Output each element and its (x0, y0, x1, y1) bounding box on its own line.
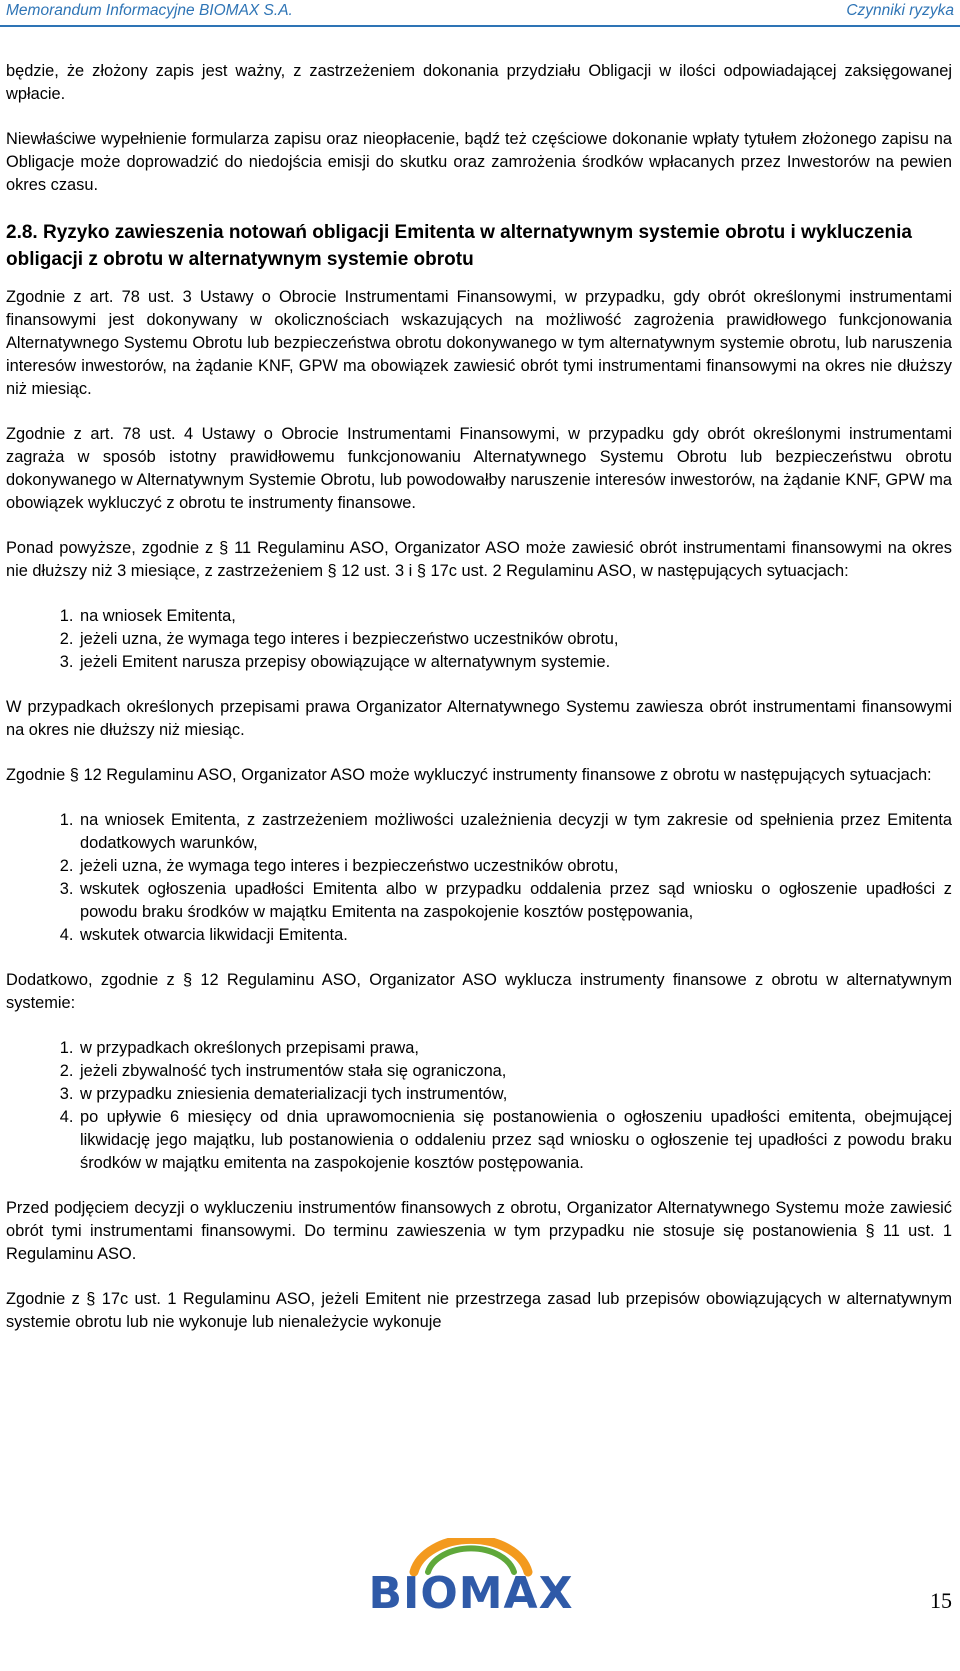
paragraph: będzie, że złożony zapis jest ważny, z zastrzeżeniem dokonania przydziału Obligacji w ilości odpowiadającej zaksięgowanej wpłacie. (6, 62, 952, 103)
page-header (6, 0, 954, 22)
paragraph: Zgodnie z art. 78 ust. 4 Ustawy o Obrocie Instrumentami Finansowymi, w przypadku gdy obrót określonymi instrumentami zagraża w sposób istotny prawidłowemu funkcjonowaniu Alternatywnego Systemu Obrotu lub bezpieczeństwu obrotu dokonywanego w Alternatywnym Systemie Obrotu, lub powodowałby naruszenie interesów inwestorów, na żądanie KNF, GPW ma obowiązek wykluczyć z obrotu te instrumenty finansowe. (6, 425, 952, 512)
paragraph: Zgodnie § 12 Regulaminu ASO, Organizator ASO może wykluczyć instrumenty finansowe z obrotu w następujących sytuacjach: (6, 766, 932, 784)
list-item: 1. w przypadkach określonych przepisami prawa, (78, 1037, 952, 1060)
list-item: 3. w przypadku zniesienia dematerializacji tych instrumentów, (78, 1083, 952, 1106)
page-number: 15 (930, 1588, 952, 1613)
list-item: 3. wskutek ogłoszenia upadłości Emitenta albo w przypadku oddalenia przez sąd wniosku o ogłoszenie upadłości z powodu braku środków w majątku Emitenta na zaspokojenie kosztów postępowania, (78, 878, 952, 924)
list-item: 1. na wniosek Emitenta, (78, 605, 952, 628)
suspend-list (6, 605, 952, 674)
paragraph: Dodatkowo, zgodnie z § 12 Regulaminu ASO, Organizator ASO wyklucza instrumenty finansowe z obrotu w alternatywnym systemie: (6, 971, 952, 1012)
paragraph: Ponad powyższe, zgodnie z § 11 Regulaminu ASO, Organizator ASO może zawiesić obrót instrumentami finansowymi na okres nie dłuższy niż 3 miesiące, z zastrzeżeniem § 12 ust. 3 i § 17c ust. 2 Regulaminu ASO, w następujących sytuacjach: (6, 539, 952, 580)
paragraph: Niewłaściwe wypełnienie formularza zapisu oraz nieopłacenie, bądź też częściowe dokonanie wpłaty tytułem złożonego zapisu na Obligacje może doprowadzić do niedojścia emisji do skutku oraz zamrożenia środków wpłacanych przez Inwestorów na pewien okres czasu. (6, 130, 952, 194)
paragraph: Przed podjęciem decyzji o wykluczeniu instrumentów finansowych z obrotu, Organizator Alternatywnego Systemu może zawiesić obrót tymi instrumentami finansowymi. Do terminu zawieszenia w tym przypadku nie stosuje się postanowienia § 11 ust. 1 Regulaminu ASO. (6, 1199, 952, 1263)
exclude-list (6, 809, 952, 947)
list-item: 3. jeżeli Emitent narusza przepisy obowiązujące w alternatywnym systemie. (78, 651, 952, 674)
header-rule (0, 25, 960, 27)
list-item: 4. wskutek otwarcia likwidacji Emitenta. (78, 924, 952, 947)
list-item: 2. jeżeli zbywalność tych instrumentów stała się ograniczona, (78, 1060, 952, 1083)
paragraph: Zgodnie z art. 78 ust. 3 Ustawy o Obrocie Instrumentami Finansowymi, w przypadku, gdy obrót określonymi instrumentami finansowymi jest dokonywany w okolicznościach wskazujących na możliwość zagrożenia prawidłowego funkcjonowania Alternatywnego Systemu Obrotu lub bezpieczeństwa obrotu dokonywanego w tym alternatywnym systemie obrotu, lub naruszenia interesów inwestorów, na żądanie KNF, GPW ma obowiązek zawiesić obrót tymi instrumentami finansowymi na okres nie dłuższy niż miesiąc. (6, 288, 952, 398)
biomax-logo (356, 1538, 586, 1626)
list-item: 4. po upływie 6 miesięcy od dnia uprawomocnienia się postanowienia o ogłoszeniu upadłości emitenta, obejmującej likwidację jego majątku, lub postanowienia o oddaleniu przez sąd wniosku o ogłoszenie tej upadłości z powodu braku środków w majątku emitenta na zaspokojenie kosztów postępowania. (78, 1106, 952, 1175)
list-item: 2. jeżeli uzna, że wymaga tego interes i bezpieczeństwo uczestników obrotu, (78, 855, 952, 878)
paragraph: Zgodnie z § 17c ust. 1 Regulaminu ASO, jeżeli Emitent nie przestrzega zasad lub przepisów obowiązujących w alternatywnym systemie obrotu lub nie wykonuje lub nienależycie wykonuje (6, 1290, 952, 1331)
svg-text:BIOMAX: BIOMAX (368, 1568, 574, 1619)
section-heading: 2.8. Ryzyko zawieszenia notowań obligacji Emitenta w alternatywnym systemie obrotu i wykluczenia obligacji z obrotu w alternatywnym systemie obrotu (6, 222, 912, 270)
additional-list (6, 1037, 952, 1175)
main-content (6, 60, 952, 1356)
header-title: Memorandum Informacyjne BIOMAX S.A. (6, 2, 293, 19)
paragraph: W przypadkach określonych przepisami prawa Organizator Alternatywnego Systemu zawiesza obrót instrumentami finansowymi na okres nie dłuższy niż miesiąc. (6, 698, 952, 739)
list-item: 1. na wniosek Emitenta, z zastrzeżeniem możliwości uzależnienia decyzji w tym zakresie od spełnienia przez Emitenta dodatkowych warunków, (78, 809, 952, 855)
header-section: Czynniki ryzyka (846, 2, 954, 19)
list-item: 2. jeżeli uzna, że wymaga tego interes i bezpieczeństwo uczestników obrotu, (78, 628, 952, 651)
